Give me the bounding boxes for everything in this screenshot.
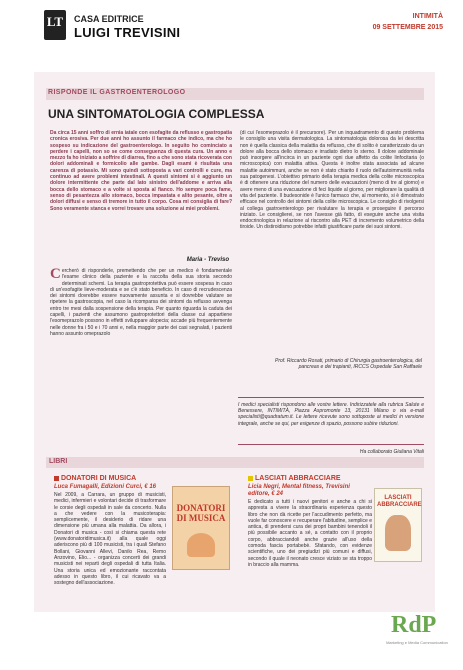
issue-date: 09 SETTEMBRE 2015: [372, 24, 443, 31]
publisher-logo: [44, 10, 66, 40]
rdp-subtitle: Marketing e Media Communication: [386, 640, 448, 645]
letter-column-2: [240, 130, 424, 255]
magazine-page: [34, 72, 435, 612]
book2-cover-illustration: [385, 515, 411, 551]
book2-column: [248, 499, 372, 609]
info-box-text: I medici specialisti rispondono alle vostre lettere. Indirizzatele alla rubrica Salute e Benessere, INTIMITÀ, Piazza Aspromonte 13, 20131 Milano o via e-mail specialisti@quadratum.it. Le lettere ricevute sono sottoposte ai medici in versione integrale, anche se qui, per esigenze di spazio, possono subire riduzioni.: [238, 402, 424, 427]
answer-text: ercherò di risponderle, premettendo che per un medico è fondamentale l'esame clinico della paziente e la raccolta della sua storia secondo determinati schemi. La terapia gastroprotettiva può essere sospesa in caso di un'esofagite lieve-moderata e se c'è stato beneficio. In caso di recrudescenza dei sintomi dovrebbe essere nuovamente assunta e si dovrebbe valutare se ripetere la gastroscopia, nel caso la ricomparsa dei sintomi da reflusso avvenga entro tre mesi dalla sospensione della terapia. Per quanto riguarda la caduta dei capelli, i pazienti che assumono gastroprotettori della classe cui appartiene l'esomeprazolo possono in effetti sviluppare alopecia; accade più frequentemente nelle donne fra i 50 e i 70 anni e, nella maggior parte dei casi segnalati, i pazienti hanno assunto omeprazolo: [50, 268, 232, 337]
book2-cover-title: LASCIATI ABBRACCIARE: [377, 495, 422, 508]
info-box: [238, 397, 424, 445]
rdp-mark: RdP: [391, 612, 437, 638]
letter-column-1: [50, 130, 232, 255]
book2-head: Licia Negri, Mental fitness, Trevisini editore, € 24: [248, 484, 350, 497]
publisher-name: LUIGI TREVISINI: [74, 25, 181, 40]
book2-tag: [248, 475, 341, 482]
book1-square-icon: [54, 476, 59, 481]
book1-head: Luca Fumagalli, Edizioni Curci, € 16: [54, 484, 157, 490]
book1-tag: [54, 475, 136, 482]
libri-label: LIBRI: [49, 458, 68, 465]
book1-column: [54, 492, 166, 655]
letter-signature: Maria - Treviso: [186, 257, 229, 263]
book2-cover: [374, 488, 422, 562]
section-band: [46, 88, 424, 100]
book1-cover: [172, 486, 230, 570]
book1-cover-title: DONATORI DI MUSICA: [176, 503, 226, 523]
collaboration-credit: Ha collaborato Giuliana Vitali: [359, 449, 424, 455]
book2-text: È dedicato a tutti i nuovi genitori e anche a chi si appresta a vivere la straordinaria esperienza questo libro che non dà ricette per l'accudimento perfetto, ma vuole far conoscere e recuperare l'abitudine, semplice e antica, di prendersi cura dei propri bambini tenendoli il più possibile accanto a sé, a contatto con il proprio corpo, abbracciandoli anche grazie all'uso della comoda fascia portabebè. Sfatando, con evidenze scientifiche, uno dei pregiudizi più comuni e diffusi, secondo il quale il neonato cresce viziato se sta troppo in braccio alla mamma.: [248, 499, 372, 568]
article-title: UNA SINTOMATOLOGIA COMPLESSA: [48, 107, 265, 121]
libri-band: [46, 457, 424, 468]
doctor-credit: Prof. Riccardo Rosati, primario di Chirurgia gastroenterologica, del pancreas e dei trapianti, IRCCS Ospedale San Raffaele: [274, 358, 422, 371]
publisher-top-label: CASA EDITRICE: [74, 14, 144, 24]
letter-text-2: (di cui l'esomeprazolo è il precursore). Per un inquadramento di questo problema le consiglio una visita dermatologica. La sintomatologia dolorosa da lei descritta non è quella classica della malattia da reflusso, che di solito è caratterizzato da un dolore alla bocca dello stomaco e irradiato dietro lo sterno. Il dolore addominale può insorgere all'incirca in un paziente ogni due affetto da colite linfocitaria (o microscopica) con malattia attiva. Questa è inoltre stata associata ad alcune malattie autoimmuni, anche se non è stato chiarito il ruolo dell'autoimmunità nella sua patogenesi. L'obiettivo primario della terapia medica della colite microscopica è di ottenere una riduzione del numero delle evacuazioni (meno di tre al giorno) e avere meno di una evacuazione di feci liquide al giorno, per migliorare la qualità di vita del paziente. Il budesonide è l'unico farmaco che, al momento, si è dimostrato efficace nel controllo dei sintomi della colite microscopica. Le consiglio di rivolgersi al collega gastroenterologo per rivalutare la terapia e proseguire il percorso iniziato. Le consiglierei, se non l'avesse già fatto, di eseguire anche una visita endocrinologica in relazione al riscontro alla PET di incremento volumetrico della tiroide. Un distiroidismo potrebbe infatti giustificare parte dei suoi sintomi.: [240, 130, 424, 231]
answer-column: [50, 268, 232, 430]
letter-text-1: Da circa 15 anni soffro di ernia iatale con esofagite da reflusso e gastropatia cronica erosiva. Per due anni ho assunto il farmaco che indico, ma che ho sospeso su indicazione del gastroenterologo. In seguito ho cominciato a perdere i capelli, non so se come conseguenza di questa cura. Un anno e mezzo fa ho iniziato a soffrire di diarrea, fino a che sono stata ricoverata con dolori addominali e formicolio alle gambe. Dagli esami è risultata una carenza di potassio. Mi sono quindi sottoposta a vari controlli e cure, ma continuo ad avere problemi intestinali. A questi sintomi si è aggiunto un dolore intermittente che parte dal lato sinistro dell'addome e arriva alla bocca dello stomaco e a volte si sposta al fianco. Ho sempre poca fame, senso di pesantezza allo stomaco, bocca impastata e alito pesante, oltre a dolori diffusi e senso di tremore in tutto il corpo. Cosa mi consiglia di fare? Sono veramente stanca e vorrei trovare una soluzione ai miei problemi.: [50, 130, 232, 212]
book1-text: Nel 2009, a Carrara, un gruppo di musicisti, medici, infermieri e volontari decide di trasformare le corsie degli ospedali in sale da concerto. Nulla a che vedere con la musicoterapia: semplicemente, il desiderio di ridare una dimensione più umana alla malattia. Da allora, i Donatori di musica - così si chiama questa rete (www.donatoridimusica.it) alla quale oggi aderiscono più di 100 musicisti, tra i quali Stefano Bollani, Giovanni Allevi, Danilo Rea, Remo Anzovino, Elio... - organizza concerti dei grandi musicisti nei reparti degli ospedali di tutta Italia. Una storia unica ed emozionante raccontata adesso in questo libro, il cui ricavato va a sostegno dell'associazione.: [54, 492, 166, 587]
book1-cover-illustration: [187, 533, 215, 557]
section-label: RISPONDE IL GASTROENTEROLOGO: [48, 89, 186, 96]
book2-tag-label: LASCIATI ABBRACCIARE: [255, 475, 341, 482]
logo-letters: LT: [46, 14, 64, 29]
drop-cap: C: [50, 268, 61, 282]
page-header: [0, 0, 463, 58]
rdp-logo: [385, 612, 449, 652]
magazine-name: INTIMITÀ: [412, 13, 443, 20]
book2-square-icon: [248, 476, 253, 481]
book1-tag-label: DONATORI DI MUSICA: [61, 475, 137, 482]
